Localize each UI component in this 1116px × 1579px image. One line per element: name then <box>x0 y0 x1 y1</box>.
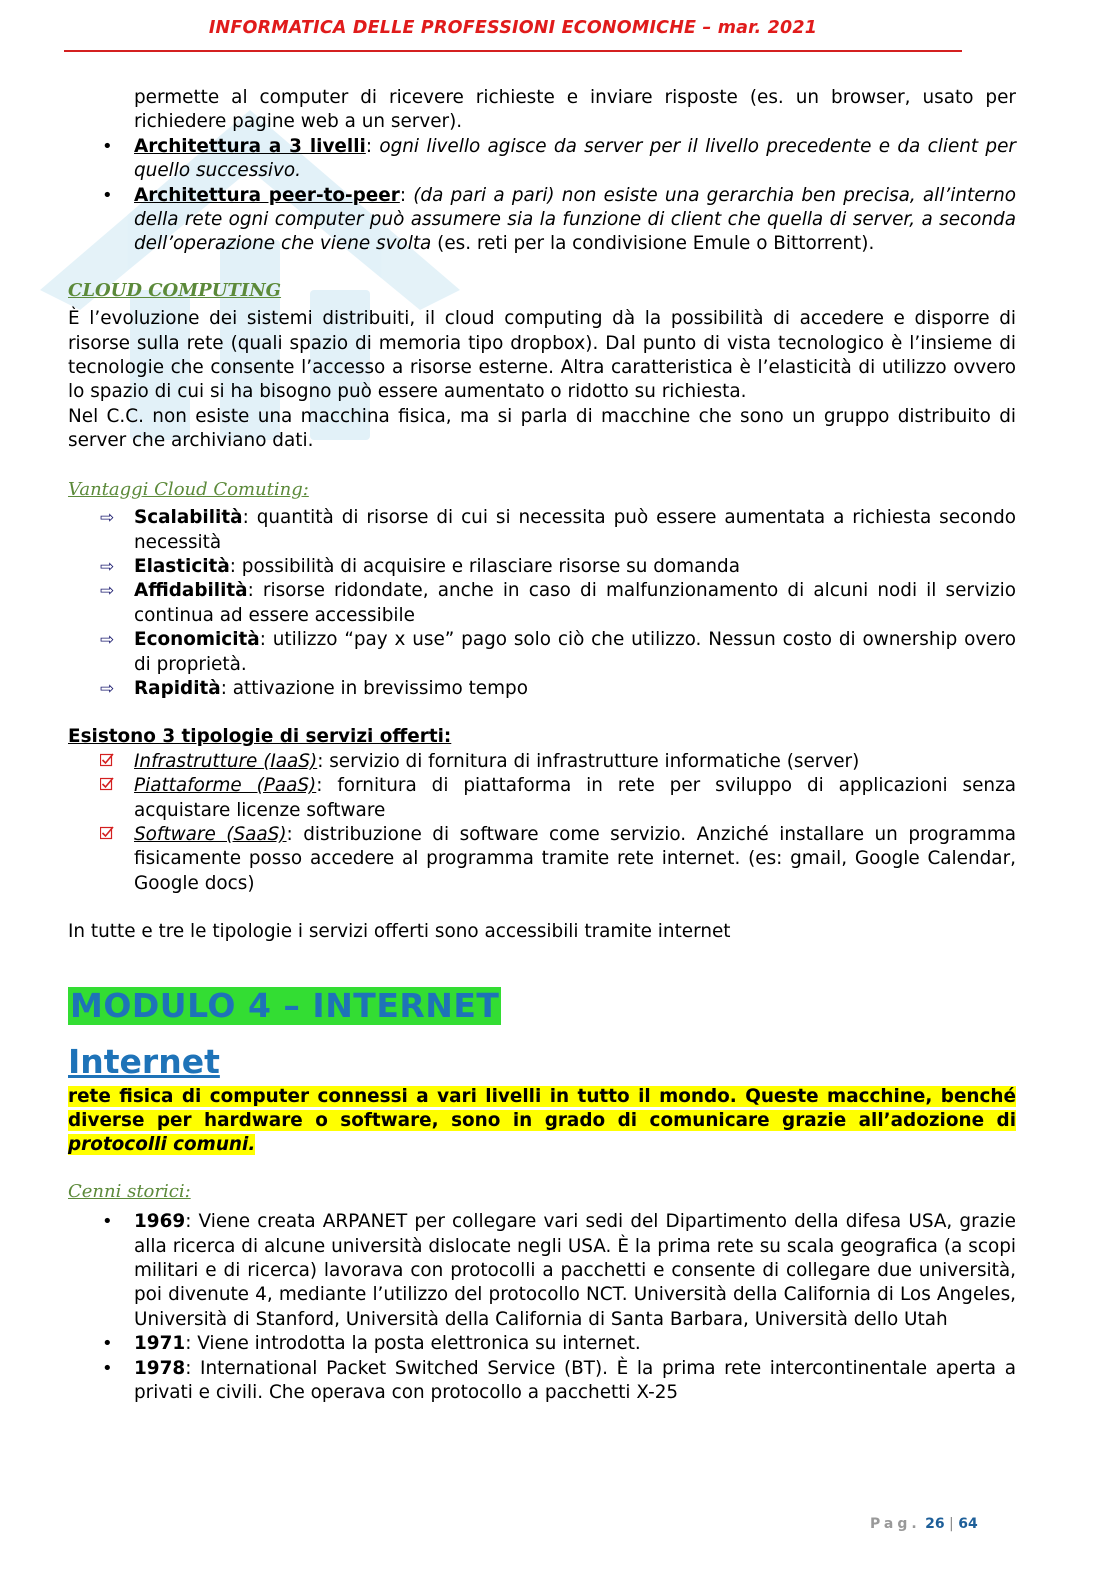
arrow-icon: ⇨ <box>100 581 115 602</box>
item-text: : possibilità di acquisire e rilasciare risorse su domanda <box>229 555 740 577</box>
item-year: 1969 <box>134 1211 186 1233</box>
item-text: ogni livello agisce da server per il livello precedente e da client per quello successivo. <box>134 135 1016 182</box>
list-item <box>68 628 1016 677</box>
item-text: : fornitura di piattaforma in rete per sviluppo di applicazioni senza acquistare licenze software <box>134 775 1016 821</box>
item-year: 1978 <box>134 1357 186 1379</box>
arrow-icon: ⇨ <box>100 556 115 577</box>
item-text: : utilizzo “pay x use” pago solo ciò che utilizzo. Nessun costo di ownership overo di proprietà. <box>134 629 1016 675</box>
tipologie-title-text: Esistono 3 tipologie di servizi offerti: <box>68 726 452 748</box>
list-item <box>68 184 1016 257</box>
page-footer <box>870 1516 978 1532</box>
module-title: MODULO 4 – INTERNET <box>70 985 500 1025</box>
bullet-icon: • <box>102 1211 113 1233</box>
item-sep: : <box>365 135 373 157</box>
section-title-cenni: Cenni storici: <box>68 1180 191 1202</box>
list-item <box>68 1332 1016 1356</box>
section-title-cloud: CLOUD COMPUTING <box>68 279 282 301</box>
checkbox-checked-icon <box>100 777 114 791</box>
module-heading <box>68 987 1016 1025</box>
architecture-list <box>68 135 1016 257</box>
footer-sep: | <box>944 1516 959 1532</box>
vantaggi-list <box>68 506 1016 701</box>
internet-heading: Internet <box>68 1041 220 1081</box>
list-item <box>68 135 1016 184</box>
definition-emphasis: protocolli comuni. <box>68 1134 256 1156</box>
arrow-icon: ⇨ <box>100 630 115 651</box>
bullet-icon: • <box>102 1357 113 1379</box>
item-term: Rapidità <box>134 677 221 699</box>
section-title-tipologie <box>68 725 1016 749</box>
list-item <box>68 579 1016 628</box>
item-term: Piattaforme (PaaS) <box>134 775 317 797</box>
item-text: : distribuzione di software come servizio. Anziché installare un programma fisicamente posso accedere al programma tramite rete internet. (es: gmail, Google Calendar, Google docs) <box>134 823 1016 894</box>
arrow-icon: ⇨ <box>100 508 115 529</box>
item-text: : servizio di fornitura di infrastrutture informatiche (server) <box>317 750 860 772</box>
item-text: (da pari a pari) non esiste una gerarchia ben precisa, all’interno della rete ogni computer può assumere sia la funzione di client che quella di server, a seconda dell’operazione che viene svolta <box>134 184 1016 255</box>
item-term: Elasticità <box>134 555 230 577</box>
intro-continuation: permette al computer di ricevere richieste e inviare risposte (es. un browser, usato per richiedere pagine web a un server). <box>134 87 1016 133</box>
item-text: : Viene introdotta la posta elettronica su internet. <box>185 1333 641 1355</box>
definition-text: rete fisica di computer connessi a vari livelli in tutto il mondo. Queste macchine, benché diverse per hardware o software, sono in grado di comunicare grazie all’adozione di <box>68 1085 1016 1131</box>
item-text: : quantità di risorse di cui si necessita può essere aumentata a richiesta secondo necessità <box>134 507 1016 553</box>
item-text: : International Packet Switched Service (BT). È la prima rete intercontinentale aperta a privati e civili. Che operava con protocollo a pacchetti X-25 <box>134 1357 1016 1404</box>
bullet-icon: • <box>102 135 113 157</box>
item-term: Architettura a 3 livelli <box>134 135 366 157</box>
item-term: Software (SaaS) <box>134 823 287 845</box>
cloud-paragraph-1: È l’evoluzione dei sistemi distribuiti, il cloud computing dà la possibilità di accedere e disporre di risorse sulla rete (quali spazio di memoria tipo dropbox). Dal punto di vista tecnologico è l’insieme di tecnologie che consente l’accesso a risorse esterne. Altra caratteristica è l’elasticità di utilizzo ovvero lo spazio di cui si ha bisogno può essere aumentato o ridotto su richiesta. <box>68 308 1016 403</box>
cloud-paragraph-2: Nel C.C. non esiste una macchina fisica, ma si parla di macchine che sono un gruppo distribuito di server che archiviano dati. <box>68 405 1016 452</box>
item-year: 1971 <box>134 1333 186 1355</box>
item-text: : attivazione in brevissimo tempo <box>220 677 528 699</box>
page-header: INFORMATICA DELLE PROFESSIONI ECONOMICHE – mar. 2021 <box>208 18 818 38</box>
item-term: Infrastrutture (IaaS) <box>134 750 318 772</box>
checkbox-checked-icon <box>100 826 114 840</box>
list-item <box>68 677 1016 701</box>
header-divider <box>64 50 962 52</box>
footer-total: 64 <box>958 1516 978 1532</box>
item-term: Architettura peer-to-peer <box>134 184 400 206</box>
footer-page: 26 <box>925 1516 945 1532</box>
bullet-icon: • <box>102 184 113 206</box>
item-term: Scalabilità <box>134 507 243 529</box>
arrow-icon: ⇨ <box>100 678 115 699</box>
item-term: Economicità <box>134 629 260 651</box>
item-text: : risorse ridondate, anche in caso di malfunzionamento di alcuni nodi il servizio continua ad essere accessibile <box>134 580 1016 626</box>
item-sep: : <box>399 184 407 206</box>
item-text-rest: (es. reti per la condivisione Emule o Bittorrent). <box>431 233 875 255</box>
checkbox-checked-icon <box>100 753 114 767</box>
list-item <box>68 506 1016 555</box>
list-item <box>68 1210 1016 1332</box>
cenni-list <box>68 1210 1016 1405</box>
tipologie-closing: In tutte e tre le tipologie i servizi offerti sono accessibili tramite internet <box>68 921 731 943</box>
document-body <box>68 86 1016 1405</box>
bullet-icon: • <box>102 1333 113 1355</box>
footer-label: Pag. <box>870 1516 921 1532</box>
item-text: : Viene creata ARPANET per collegare vari sedi del Dipartimento della difesa USA, grazie alla ricerca di alcune università dislocate negli USA. È la prima rete su scala geografica (a scopi militari e di ricerca) lavorava con protocolli a pacchetti e consente di collegare due università, poi divenute 4, mediante l’utilizzo del protocollo NCT. Università della California di Los Angeles, Università di Stanford, Università della California di Santa Barbara, Università dello Utah <box>134 1211 1016 1330</box>
list-item <box>68 774 1016 823</box>
item-term: Affidabilità <box>134 580 248 602</box>
list-item <box>68 1357 1016 1406</box>
list-item <box>68 555 1016 579</box>
section-title-vantaggi: Vantaggi Cloud Comuting: <box>68 478 309 500</box>
list-item <box>68 823 1016 896</box>
list-item <box>68 750 1016 774</box>
internet-definition <box>68 1085 1016 1158</box>
tipologie-list <box>68 750 1016 896</box>
